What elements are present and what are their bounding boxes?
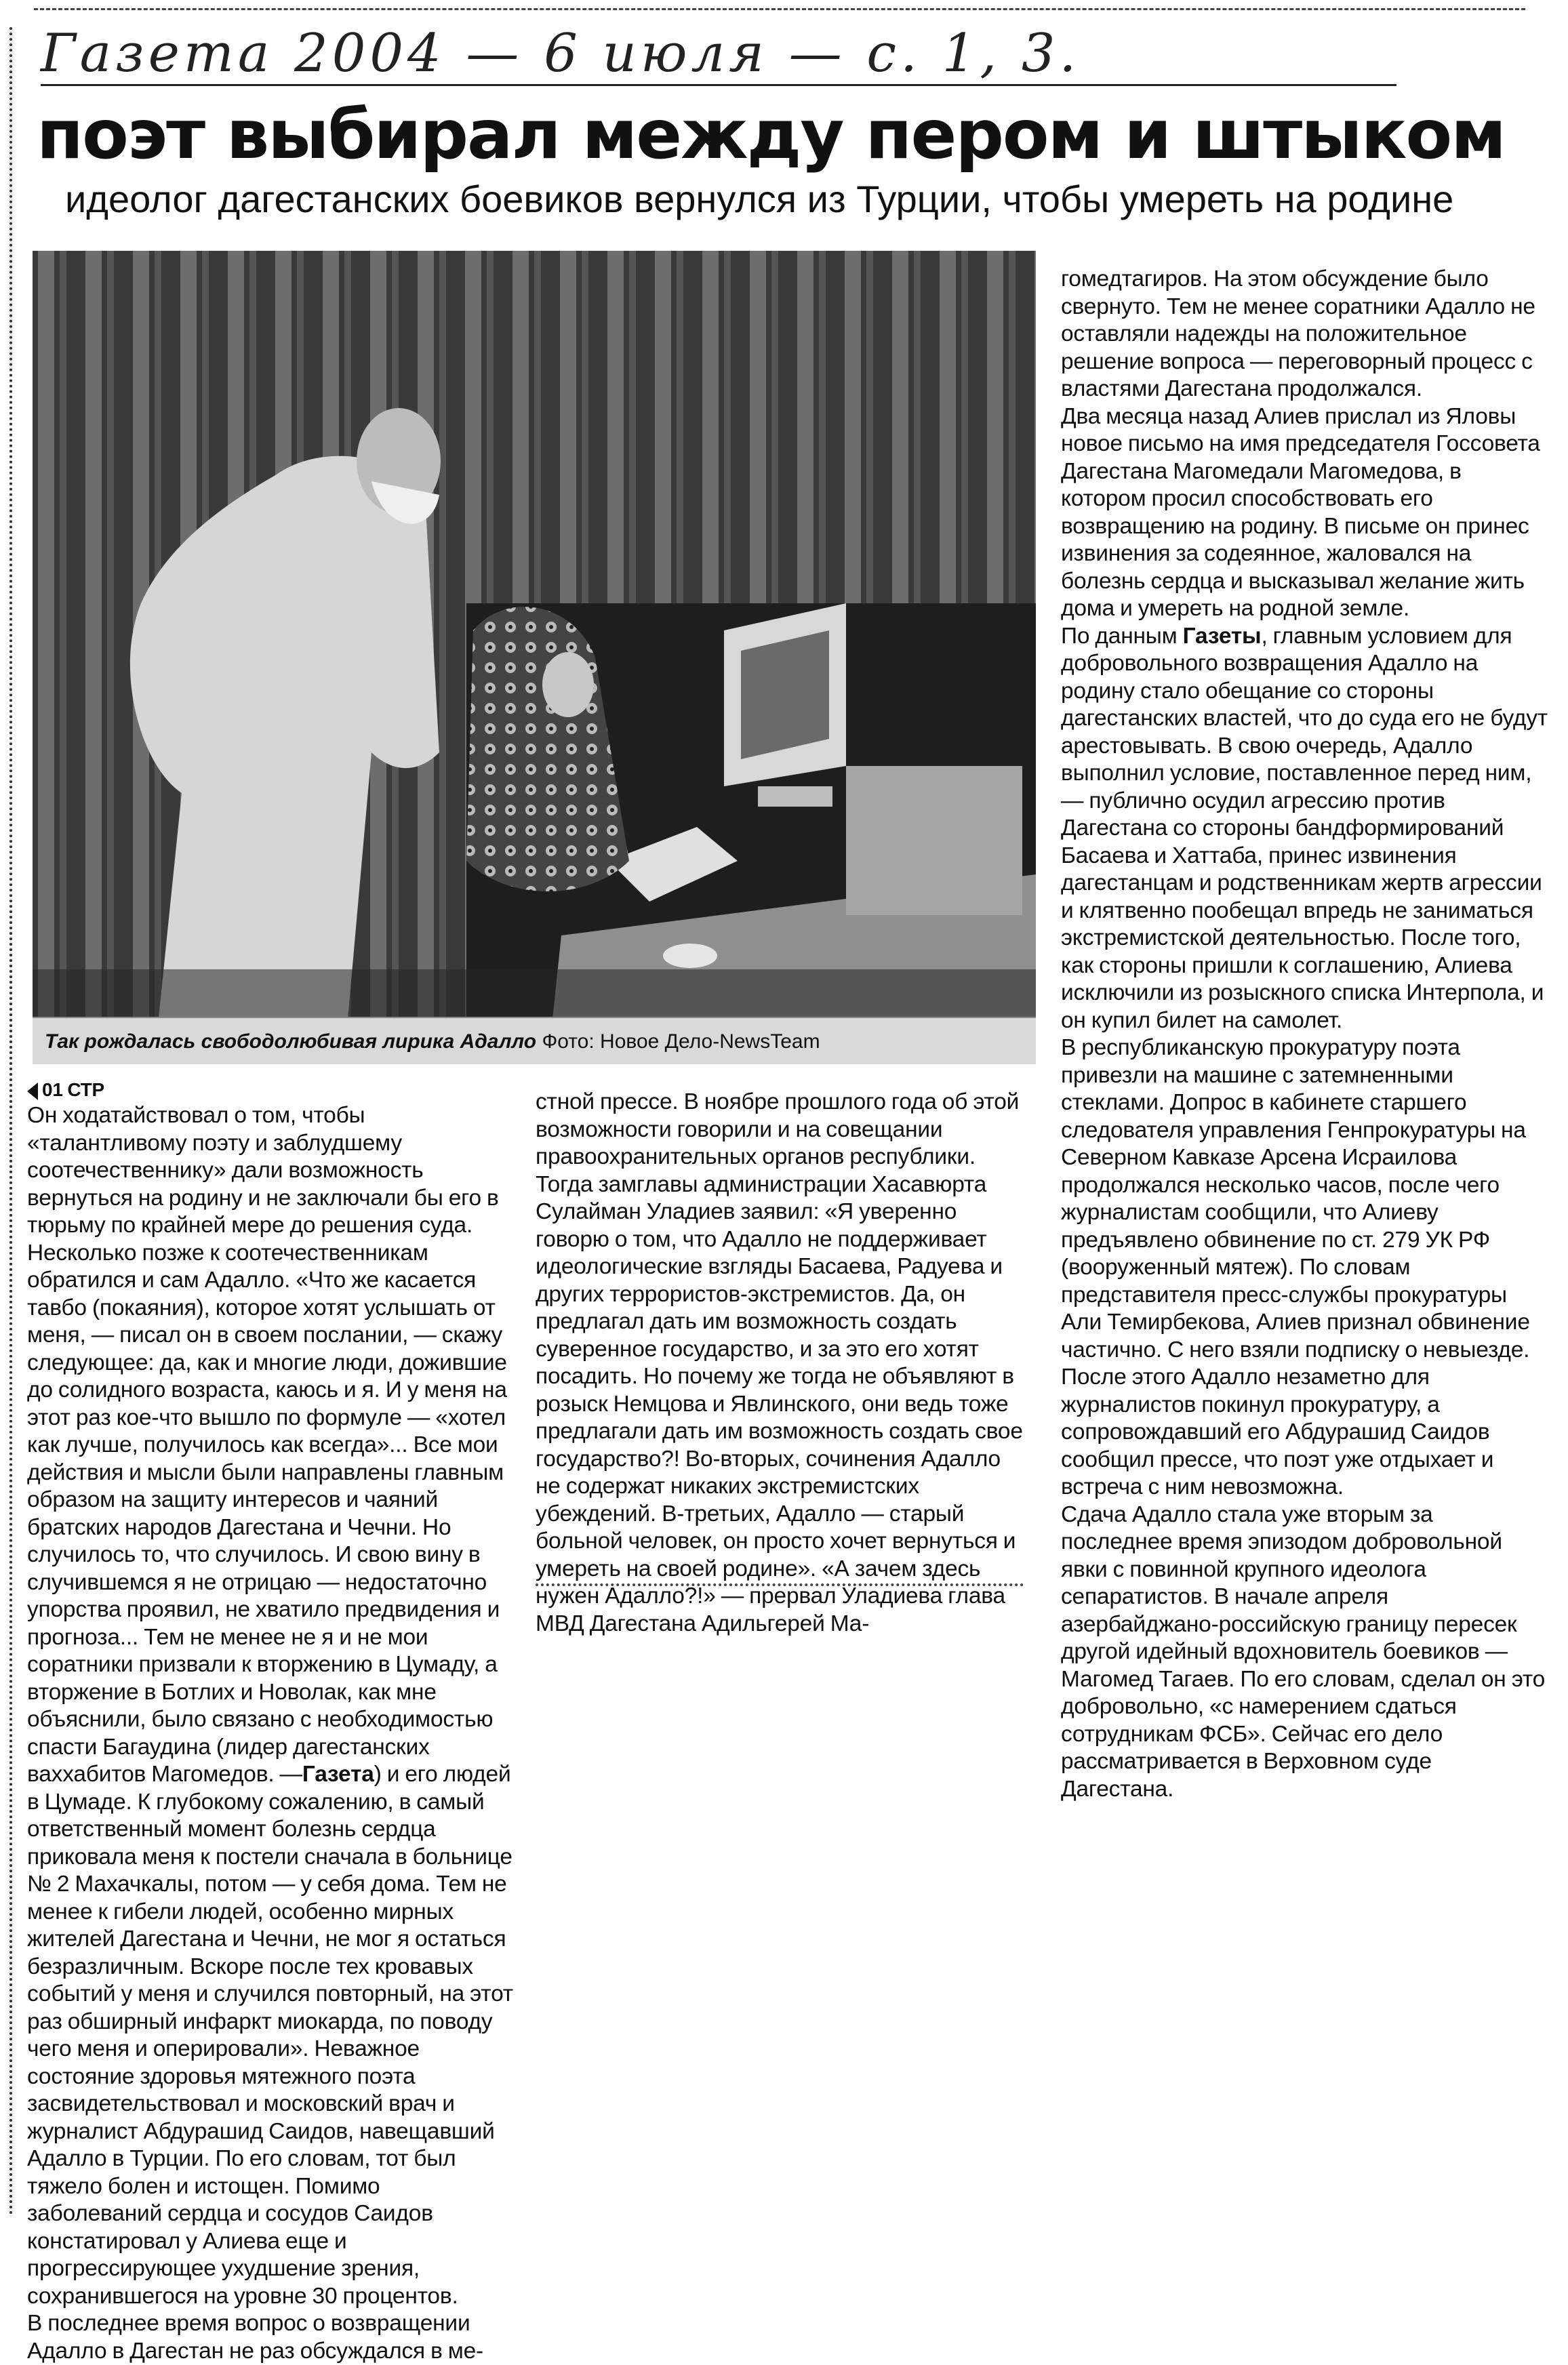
back-arrow-icon — [27, 1083, 38, 1100]
caption-credit: Фото: Новое Дело-NewsTeam — [542, 1030, 820, 1053]
photo-caption — [33, 1017, 1036, 1064]
woman-face — [542, 652, 594, 717]
col3-paragraph-5: Сдача Адалло стала уже вторым за последнее время эпизодом добровольной явки с повинной крупного идеолога сепаратистов. В начале апреля азербайджано-российскую границу пересек другой идейный вдохновитель боевиков — Магомед Тагаев. По его словам, сделал он это добровольно, «с намерением сдаться сотрудникам ФСБ». Сейчас его дело рассматривается в Верховном суде Дагестана. — [1061, 1501, 1546, 1802]
newspaper-name: Газета — [302, 1762, 374, 1787]
newspaper-name: Газеты — [1182, 623, 1262, 649]
tower-unit — [846, 766, 1022, 915]
photo-illustration — [33, 251, 1036, 1064]
caption-text: Так рождалась свободолюбивая лирика Адалло — [45, 1030, 537, 1053]
article-column-2 — [536, 1089, 1024, 1638]
col1-paragraph-1: Он ходатайствовал о том, чтобы «талантливому поэту и заблудшему соотечественнику» дали возможность вернуться на родину и не заключали бы его в тюрьму по крайней мере до решения суда. Несколько позже к соотечественникам обратился и сам Адалло. «Что же касается тавбо (покаяния), которое хотят услышать от меня, — писал он в своем послании, — скажу следующее: да, как и многие люди, дожившие до солидного возраста, каюсь и я. И у меня на этот раз кое-что вышло по формуле — «хотел как лучше, получилось как всегда»... Все мои действия и мысли были направлены главным образом на защиту интересов и чаяний братских народов Дагестана и Чечни. Но случилось то, что случилось. И свою вину в случившемся я не отрицаю — недостаточно упорства проявил, не хватило предвидения и прогноза... Тем не менее не я и не мои соратники призвали к вторжению в Цумаду, а вторжение в Ботлих и Новолак, как мне объяснили, было связано с необходимостью спасти Багаудина (лидер дагестанских ваххабитов Магомедов. —Газета) и его людей в Цумаде. К глубокому сожалению, в самый ответственный момент болезнь сердца приковала меня к постели сначала в больнице № 2 Махачкалы, потом — у себя дома. Тем не менее к гибели людей, особенно мирных жителей Дагестана и Чечни, не мог я остаться безразличным. Вскоре после тех кровавых событий у меня и случился повторный, на этот раз обширный инфаркт миокарда, по поводу чего меня и оперировали». Неважное состояние здоровья мятежного поэта засвидетельствовал и московский врач и журналист Абдурашид Саидов, навещавший Адалло в Турции. По его словам, тот был тяжело болен и истощен. Помимо заболеваний сердца и сосудов Саидов констатировал у Алиева еще и прогрессирующее ухудшение зрения, сохранившегося на уровне 30 процентов. — [27, 1103, 513, 2309]
monitor-screen — [741, 630, 829, 759]
col2-paragraph-1: стной прессе. В ноябре прошлого года об этой возможности говорили и на совещании правоохранительных органов республики. Тогда замглавы администрации Хасавюрта Сулайман Уладиев заявил: «Я уверенно говорю о том, что Адалло не поддерживает идеологические взгляды Басаева, Радуева и других террористов-экстремистов. Да, он предлагал дать им возможность создать суверенное государство, и за это его хотят посадить. Но почему же тогда не объявляют в розыск Немцова и Явлинского, они ведь тоже предлагали дать им возможность создать свое государство?! Во-вторых, сочинения Адалло не содержат никаких экстремистских убеждений. В-третьих, Адалло — старый больной человек, он просто хочет вернуться и умереть на своей родине». «А зачем здесь нужен Адалло?!» — прервал Уладиева глава МВД Дагестана Адильгерей Ма- — [536, 1089, 1023, 1636]
continued-from-kicker — [27, 1078, 519, 1102]
kicker-label: 01 СТР — [42, 1079, 105, 1100]
left-cut-edge — [9, 27, 12, 2217]
monitor-stand — [758, 786, 832, 807]
col3-paragraph-3: По данным Газеты, главным условием для добровольного возвращения Адалло на родину стало обещание со стороны дагестанских властей, что до суда его не будут арестовывать. В свою очередь, Адалло выполнил условие, поставленное перед ним, — публично осудил агрессию против Дагестана со стороны бандформирований Басаева и Хаттаба, принес извинения дагестанцам и родственникам жертв агрессии и клятвенно пообещал впредь не заниматься экстремистской деятельностью. После того, как стороны пришли к соглашению, Алиева исключили из розыскного списка Интерпола, и он купил билет на самолет. — [1061, 623, 1548, 1033]
article-photo — [33, 251, 1036, 1064]
headline: поэт выбирал между пером и штыком — [37, 95, 1505, 174]
handwritten-source-note: Газета 2004 — 6 июля — с. 1, 3. — [41, 23, 1396, 86]
article-column-3 — [1061, 266, 1549, 1803]
subheadline: идеолог дагестанских боевиков вернулся из Турции, чтобы умереть на родине — [65, 178, 1454, 220]
top-dashed-rule — [34, 8, 1525, 10]
col3-paragraph-1: гомедтагиров. На этом обсуждение было свернуто. Тем не менее соратники Адалло не оставляли надежды на положительное решение вопроса — переговорный процесс с властями Дагестана продолжался. — [1061, 266, 1535, 401]
article-column-1 — [27, 1078, 519, 2365]
mouse — [663, 944, 717, 968]
col3-paragraph-2: Два месяца назад Алиев прислал из Яловы новое письмо на имя председателя Госсовета Дагестана Магомедали Магомедова, в котором просил способствовать его возвращению на родину. В письме он принес извинения за содеянное, жаловался на болезнь сердца и высказывал желание жить дома и умереть на родной земле. — [1061, 403, 1540, 621]
col3-paragraph-4: В республиканскую прокуратуру поэта привезли на машине с затемненными стеклами. Допрос в кабинете старшего следователя управления Генпрокуратуры на Северном Кавказе Арсена Исраилова продолжался несколько часов, после чего журналистам сообщили, что Алиеву предъявлено обвинение по ст. 279 УК РФ (вооруженный мятеж). По словам представителя пресс-службы прокуратуры Али Темирбекова, Алиев признал обвинение частично. С него взяли подписку о невыезде. После этого Адалло незаметно для журналистов покинул прокуратуру, а сопровождавший его Абдурашид Саидов сообщил прессе, что поэт уже отдыхает и встреча с ним невозможна. — [1061, 1035, 1530, 1499]
col1-paragraph-2: В последнее время вопрос о возвращении Адалло в Дагестан не раз обсуждался в ме- — [27, 2311, 483, 2364]
